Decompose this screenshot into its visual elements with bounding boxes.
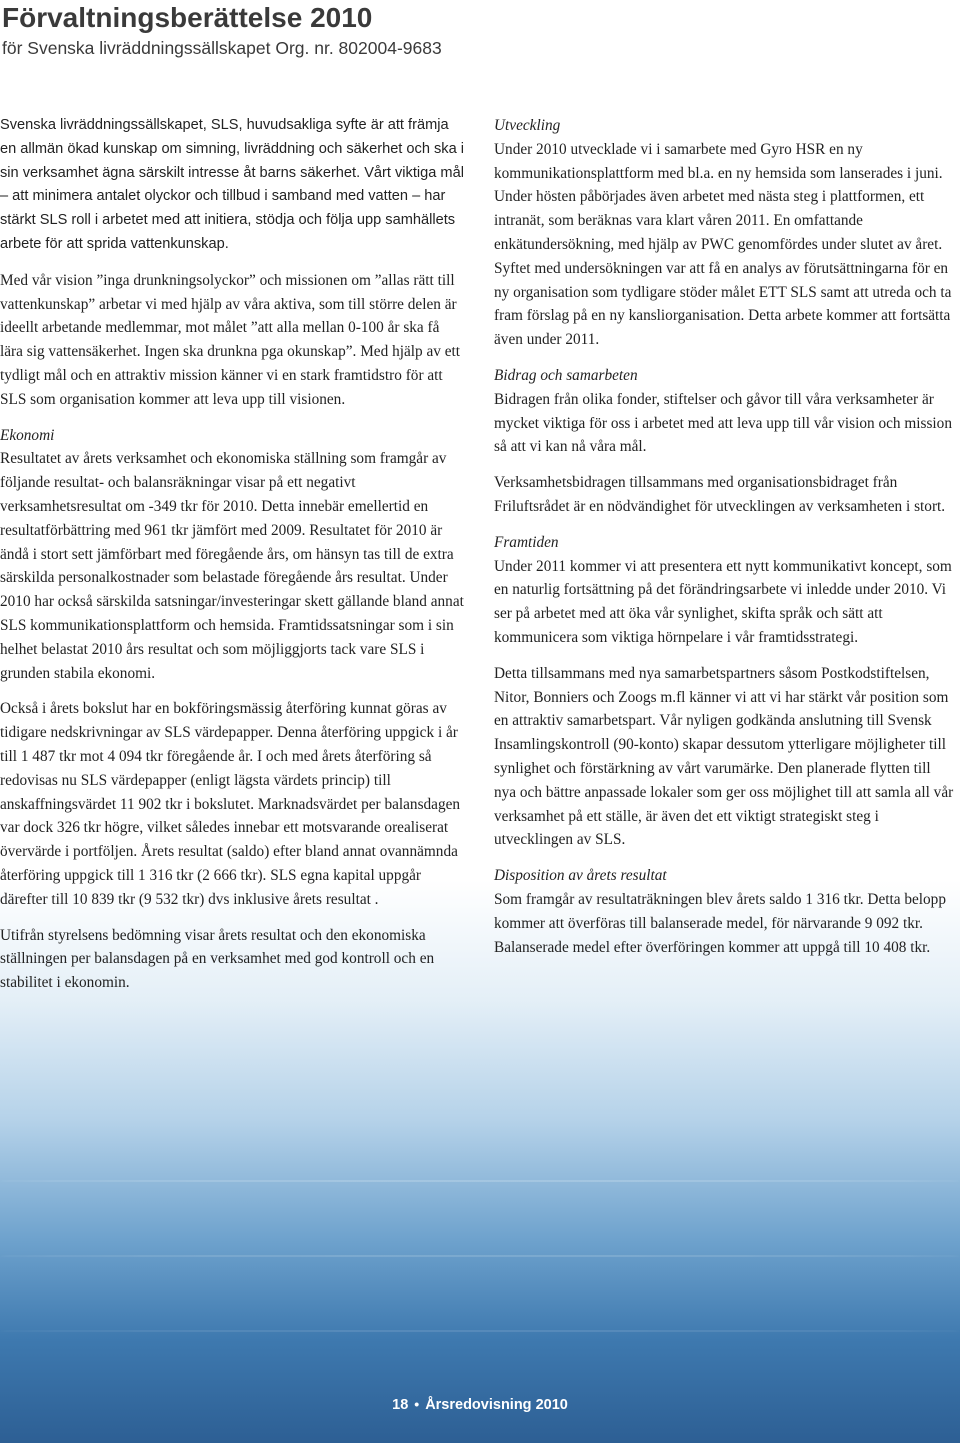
contributions-section: [494, 364, 954, 459]
page-title: Förvaltningsberättelse 2010: [2, 2, 373, 33]
page-number: 18: [392, 1397, 409, 1413]
contributions-heading: Bidrag och samarbeten: [494, 366, 638, 384]
development-text: Under 2010 utvecklade vi i samarbete med Gyro HSR en ny kommunikationsplattform med bl.a. en ny hemsida som lanserades i juni. Under hösten påbörjades även arbetet med nästa steg i plattformen, ett intranät, som beräknas vara klart våren 2011. En omfattande enkätundersökning, med hjälp av PWC genomfördes under slutet av året. Syftet med undersökningen var att få en analys av förutsättningarna för en ny organisation som tydligare stöder målet ETT SLS samt att utreda och ta fram förslag på en ny kansliorganisation. Detta arbete kommer att fortsätta även under 2011.: [494, 140, 952, 349]
future-text: Under 2011 kommer vi att presentera ett nytt kommunikativt koncept, som en naturlig fortsättning på det förändringsarbete vi inledde under 2010. Vi ser på arbetet med att öka vår synlighet, skifta språk och sätt att kommunicera som viktiga hörnpelare i vår framtidsstrategi.: [494, 557, 952, 646]
future-heading: Framtiden: [494, 533, 559, 551]
bokslut-paragraph: Också i årets bokslut har en bokföringsmässig återföring kunnat göras av tidigare nedskrivningar av SLS värdepapper. Denna återföring uppgick i år till 1 487 tkr mot 4 094 tkr föregående år. I och med årets återföring så redovisas nu SLS värdepapper (enligt lägsta värdets princip) till anskaffningsvärdet 11 902 tkr i bokslutet. Marknadsvärdet per balansdagen var dock 326 tkr högre, vilket således innebar ett motsvarande orealiserat övervärde i portföljen. Årets resultat (saldo) efter bland annat ovannämnda återföring uppgick till 1 316 tkr (2 666 tkr). SLS egna kapital uppgår därefter till 10 839 tkr (9 532 tkr) dvs inklusive årets resultat .: [0, 700, 461, 908]
economy-text: Resultatet av årets verksamhet och ekonomiska ställning som framgår av följande resultat- och balansräkningar visar på ett negativt verksamhetsresultat om -349 tkr för 2010. Detta innebär emellertid en resultatförbättring med 961 tkr jämfört med 2009. Resultatet för 2010 är ändå i stort sett jämförbart med föregående års, om hänsyn tas till de extra särskilda personalkostnader som belastade föregående års resultat. Under 2010 har också särskilda satsningar/investeringar skett gällande bland annat SLS kommunikationsplattform och hemsida. Framtidssatsningar som i sin helhet belastat 2010 års resultat och som möjliggjorts tack vare SLS i grunden stabila ekonomi.: [0, 450, 464, 682]
grants-paragraph: Verksamhetsbidragen tillsammans med organisationsbidraget från Friluftsrådet är en nödvändighet för utvecklingen av verksamheten i stort.: [494, 474, 946, 515]
right-column: [494, 114, 954, 971]
page-footer: [0, 1396, 960, 1413]
economy-heading: Ekonomi: [0, 426, 55, 444]
contributions-text: Bidragen från olika fonder, stiftelser och gåvor till våra verksamheter är mycket viktiga för oss i arbetet med att leva upp till vår vision och mission så att vi kan nå våra mål.: [494, 390, 952, 456]
page-subtitle: för Svenska livräddningssällskapet Org. nr. 802004-9683: [2, 38, 442, 58]
intro-paragraph: Svenska livräddningssällskapet, SLS, huvudsakliga syfte är att främja en allmän ökad kunskap om simning, livräddning och säkerhet och ska i sin verksamhet ägna särskilt intresse åt barns säkerhet. Vårt viktiga mål – att minimera antalet olyckor och tillbud i samband med vatten – har stärkt SLS roll i arbetet med att initiera, stödja och följa upp samhällets arbete för att sprida vattenkunskap.: [0, 117, 465, 252]
development-section: [494, 114, 954, 352]
future-section: [494, 531, 954, 650]
disposition-section: [494, 864, 954, 959]
left-column: [0, 114, 466, 1007]
water-ripple: [0, 1255, 960, 1257]
publication-name: Årsredovisning 2010: [425, 1397, 568, 1413]
economy-section: [0, 424, 466, 686]
water-ripple: [0, 1330, 960, 1332]
vision-paragraph: Med vår vision ”inga drunkningsolyckor” och missionen om ”allas rätt till vattenkunskap” arbetar vi med hjälp av våra aktiva, som till större delen är ideellt arbetande medlemmar, mot målet ”att alla mellan 0-100 år ska få lära sig vattensäkerhet. Ingen ska drunkna pga okunskap”. Med hjälp av ett tydligt mål och en attraktiv mission känner vi en stark framtidstro för att SLS som organisation kommer att leva upp till visionen.: [0, 271, 461, 408]
board-assessment-paragraph: Utifrån styrelsens bedömning visar årets resultat och den ekonomiska ställningen per balansdagen på en verksamhet med god kontroll och en stabilitet i ekonomin.: [0, 926, 435, 992]
disposition-text: Som framgår av resultaträkningen blev årets saldo 1 316 tkr. Detta belopp kommer att överföras till balanserade medel, för närvarande 9 092 tkr. Balanserade medel efter överföringen kommer att uppgå till 10 408 tkr.: [494, 890, 946, 956]
partners-paragraph: Detta tillsammans med nya samarbetspartners såsom Postkodstiftelsen, Nitor, Bonniers och Zoogs m.fl känner vi att vi har stärkt vår position som en attraktiv samarbetspart. Vår nyligen godkända anslutning till Svensk Insamlingskontroll (90-konto) skapar dessutom ytterligare möjligheter till synlighet och förstärkning av vårt varumärke. Den planerade flytten till nya och bättre anpassade lokaler som ger oss möjlighet till att samla all vår verksamhet på ett ställe, är även det ett viktigt strategiskt steg i utvecklingen av SLS.: [494, 664, 954, 849]
development-heading: Utveckling: [494, 117, 561, 134]
water-ripple: [0, 1180, 960, 1182]
footer-separator: •: [414, 1396, 420, 1412]
page-header: [2, 2, 942, 59]
disposition-heading: Disposition av årets resultat: [494, 867, 667, 885]
